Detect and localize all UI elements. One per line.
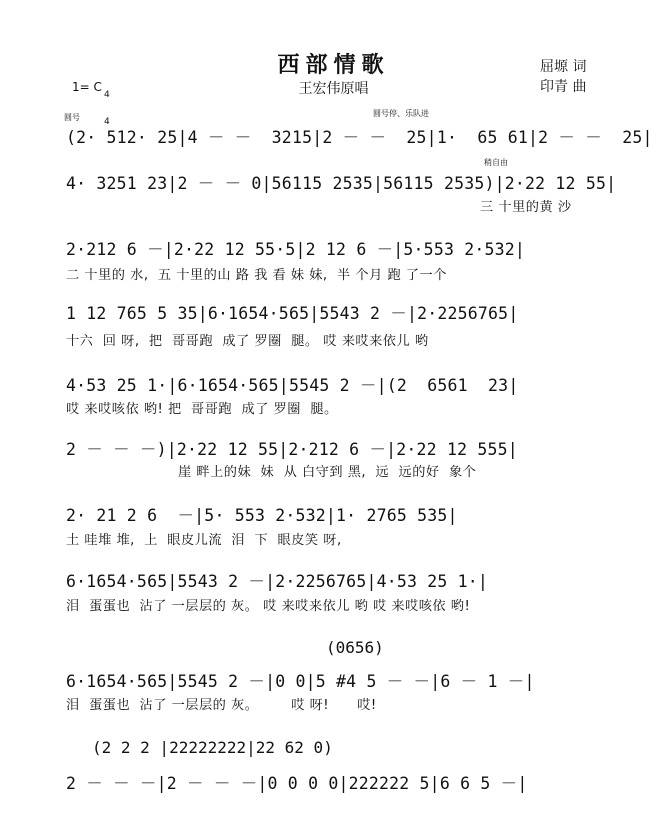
composer-credit: 印青 曲: [540, 79, 587, 95]
score-line-3: 2·212 6 －|2·22 12 55·5|2 12 6 －|5·553 2·532|: [66, 240, 526, 259]
lyrics-line-7: 土 哇堆 堆, 上 眼皮儿流 泪 下 眼皮笑 呀,: [66, 533, 342, 548]
score-line-2: 4· 3251 23|2 － － 0|56115 2535|56115 2535)|2·22 12 55|: [66, 174, 617, 193]
lyrics-line-2: 三 十里的黄 沙: [480, 200, 572, 215]
score-line-8: 6·1654·565|5543 2 －|2·2256765|4·53 25 1·|: [66, 572, 489, 591]
lyrics-line-6: 崖 畔上的妹 妹 从 白守到 黑, 远 远的好 象个: [178, 465, 477, 480]
score-line-6: 2 － － －)|2·22 12 55|2·212 6 －|2·22 12 555|: [66, 440, 518, 459]
song-title: 西部情歌: [277, 52, 390, 78]
score-line-4: 1 12 765 5 35|6·1654·565|5543 2 －|2·2256765|: [66, 304, 519, 323]
score-line-1: (2· 512· 25|4 － － 3215|2 － － 25|1· 65 61|2 － － 25|: [66, 128, 653, 147]
original-singer: 王宏伟原唱: [298, 81, 369, 97]
lyrics-line-8: 泪 蛋蛋也 沾了 一层层的 灰。 哎 来哎来依儿 哟 哎 来哎咳依 哟!: [66, 599, 471, 614]
intro-bracket-1: (0656): [326, 638, 384, 657]
time-sig-bottom: 4: [104, 117, 110, 127]
score-line-9: 6·1654·565|5545 2 －|0 0|5 #4 5 － －|6 － 1 －|: [66, 672, 535, 691]
annotation-horn-stop: 圆号停、乐队进: [373, 109, 429, 118]
lyrics-line-9: 泪 蛋蛋也 沾了 一层层的 灰。 哎 呀! 哎!: [66, 698, 377, 713]
score-line-5: 4·53 25 1·|6·1654·565|5545 2 －|(2 6561 23|: [66, 376, 519, 395]
key-signature: 1= C: [72, 80, 102, 94]
lyrics-line-5: 哎 来哎咳依 哟! 把 哥哥跑 成了 罗圈 腿。: [66, 402, 338, 417]
intro-bracket-2: (2 2 2 |22222222|22 62 0): [92, 738, 333, 757]
annotation-horn: 圆号: [64, 113, 80, 122]
lyricist-credit: 屈塬 词: [540, 59, 587, 75]
score-line-7: 2· 21 2 6 －|5· 553 2·532|1· 2765 535|: [66, 506, 458, 525]
lyrics-line-3: 二 十里的 水, 五 十里的山 路 我 看 妹 妹, 半 个月 跑 了一个: [66, 268, 447, 283]
lyrics-line-4: 十六 回 呀, 把 哥哥跑 成了 罗圈 腿。 哎 来哎来依儿 哟: [66, 334, 429, 349]
score-line-10: 2 － － －|2 － － －|0 0 0 0|222222 5|6 6 5 －|: [66, 774, 528, 793]
annotation-freely: 稍自由: [484, 158, 508, 167]
time-sig-top: 4: [104, 90, 110, 100]
